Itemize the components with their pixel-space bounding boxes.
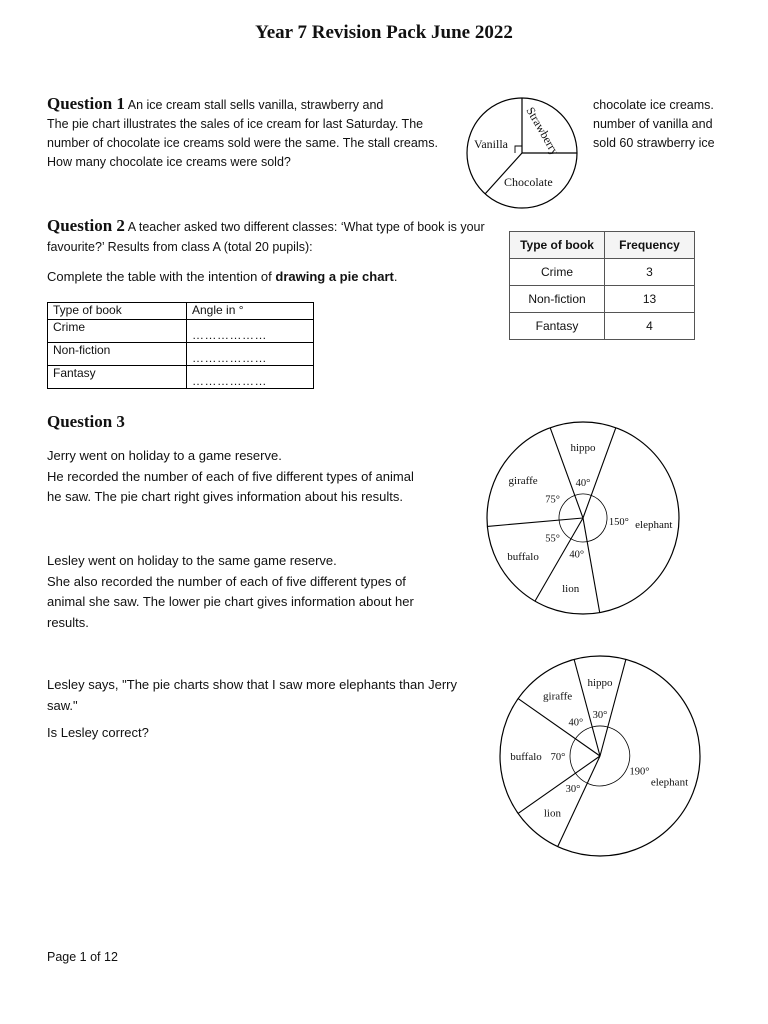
q3-para3	[47, 675, 467, 716]
q3-line: Jerry went on holiday to a game reserve.	[47, 448, 282, 463]
q1-intro: An ice cream stall sells vanilla, strawberry and	[127, 98, 384, 112]
q1-body: The pie chart illustrates the sales of ice cream for last Saturday. The number of chocolate ice creams sold were the same. The stall creams. How many chocolate ice creams were sold?	[47, 117, 438, 169]
slice-angle-label: 30°	[565, 784, 581, 796]
q1-label-chocolate: Chocolate	[504, 175, 553, 189]
q3-line: She also recorded the number of each of five different types of	[47, 573, 406, 589]
angle-table	[47, 302, 314, 389]
table-row	[510, 286, 695, 313]
slice-angle-label: 190°	[629, 766, 650, 778]
answer-blank[interactable]: ………………	[187, 320, 314, 343]
q2-block	[47, 216, 497, 288]
q3-heading: Question 3	[47, 412, 125, 431]
q2-instruction-text: Complete the table with the intention of	[47, 269, 276, 284]
q1-right-text	[593, 96, 715, 153]
slice-category-label: hippo	[587, 677, 613, 689]
q3-para1	[47, 446, 467, 508]
lesley-pie-chart	[484, 652, 704, 862]
q2-instruction-bold: drawing a pie chart	[275, 269, 394, 284]
q3-line: results.	[47, 614, 89, 630]
q3-line: saw."	[47, 697, 78, 713]
slice-category-label: elephant	[635, 519, 673, 532]
slice-angle-label: 150°	[608, 517, 629, 529]
table-cell: Non-fiction	[510, 286, 605, 313]
q2-instruction-end: .	[393, 269, 398, 284]
frequency-table	[509, 231, 695, 340]
slice-category-label: hippo	[570, 442, 596, 454]
table-row	[48, 320, 314, 343]
q1-first-line	[47, 94, 457, 115]
q1-right-line: chocolate ice creams.	[593, 98, 714, 112]
table-header-row	[48, 303, 314, 320]
q3-line: Lesley says, "The pie charts show that I saw more elephants than Jerry	[47, 677, 457, 692]
q1-label-strawberry: Strawberry	[523, 104, 563, 158]
q1-right-line: number of vanilla and	[593, 117, 713, 131]
table-cell: Crime	[48, 320, 187, 343]
q3-line: animal she saw. The lower pie chart gives information about her	[47, 594, 414, 609]
table-header: Angle in °	[187, 303, 314, 320]
slice-category-label: elephant	[650, 776, 689, 789]
slice-category-label: lion	[543, 807, 561, 820]
q1-label-vanilla: Vanilla	[474, 137, 508, 151]
q1-right-line: sold 60 strawberry ice	[593, 136, 715, 150]
table-row	[510, 313, 695, 340]
table-cell: Fantasy	[48, 366, 187, 389]
table-cell: Crime	[510, 259, 605, 286]
table-cell: 13	[605, 286, 695, 313]
table-header: Type of book	[510, 232, 605, 259]
slice-angle-label: 30°	[592, 710, 608, 721]
slice-category-label: giraffe	[508, 474, 538, 487]
q1-block	[47, 94, 457, 172]
table-row	[48, 343, 314, 366]
slice-category-label: buffalo	[507, 551, 539, 564]
slice-category-label: lion	[562, 583, 580, 595]
table-cell: Non-fiction	[48, 343, 187, 366]
answer-blank[interactable]: ………………	[187, 366, 314, 389]
slice-angle-label: 40°	[569, 549, 585, 561]
q2-heading: Question 2	[47, 216, 125, 235]
slice-angle-label: 75°	[545, 494, 560, 506]
table-header-row	[510, 232, 695, 259]
slice-angle-label: 40°	[568, 717, 584, 729]
q3-para2	[47, 551, 467, 633]
q2-intro-block	[47, 216, 497, 257]
q2-instruction	[47, 267, 497, 288]
table-row	[510, 259, 695, 286]
q1-heading: Question 1	[47, 94, 125, 113]
table-header: Type of book	[48, 303, 187, 320]
table-cell: 3	[605, 259, 695, 286]
answer-blank[interactable]: ………………	[187, 343, 314, 366]
q3-line: He recorded the number of each of five different types of animal	[47, 468, 414, 484]
page-title: Year 7 Revision Pack June 2022	[255, 22, 513, 43]
table-cell: 4	[605, 313, 695, 340]
page-number: Page 1 of 12	[47, 950, 118, 964]
q1-pie-chart	[462, 96, 586, 214]
table-cell: Fantasy	[510, 313, 605, 340]
q3-question: Is Lesley correct?	[47, 725, 149, 740]
table-header: Frequency	[605, 232, 695, 259]
slice-category-label: buffalo	[510, 751, 542, 763]
table-row	[48, 366, 314, 389]
slice-angle-label: 70°	[550, 752, 566, 763]
slice-angle-label: 40°	[575, 478, 591, 489]
q2-intro: A teacher asked two different classes: ‘What type of book is your favourite?’ Results from class A (total 20 pupils):	[47, 220, 485, 254]
q3-line: Lesley went on holiday to the same game reserve.	[47, 553, 337, 568]
slice-category-label: giraffe	[543, 690, 573, 703]
jerry-pie-chart	[470, 418, 698, 618]
slice-angle-label: 55°	[545, 533, 560, 545]
q3-line: he saw. The pie chart right gives information about his results.	[47, 489, 404, 504]
